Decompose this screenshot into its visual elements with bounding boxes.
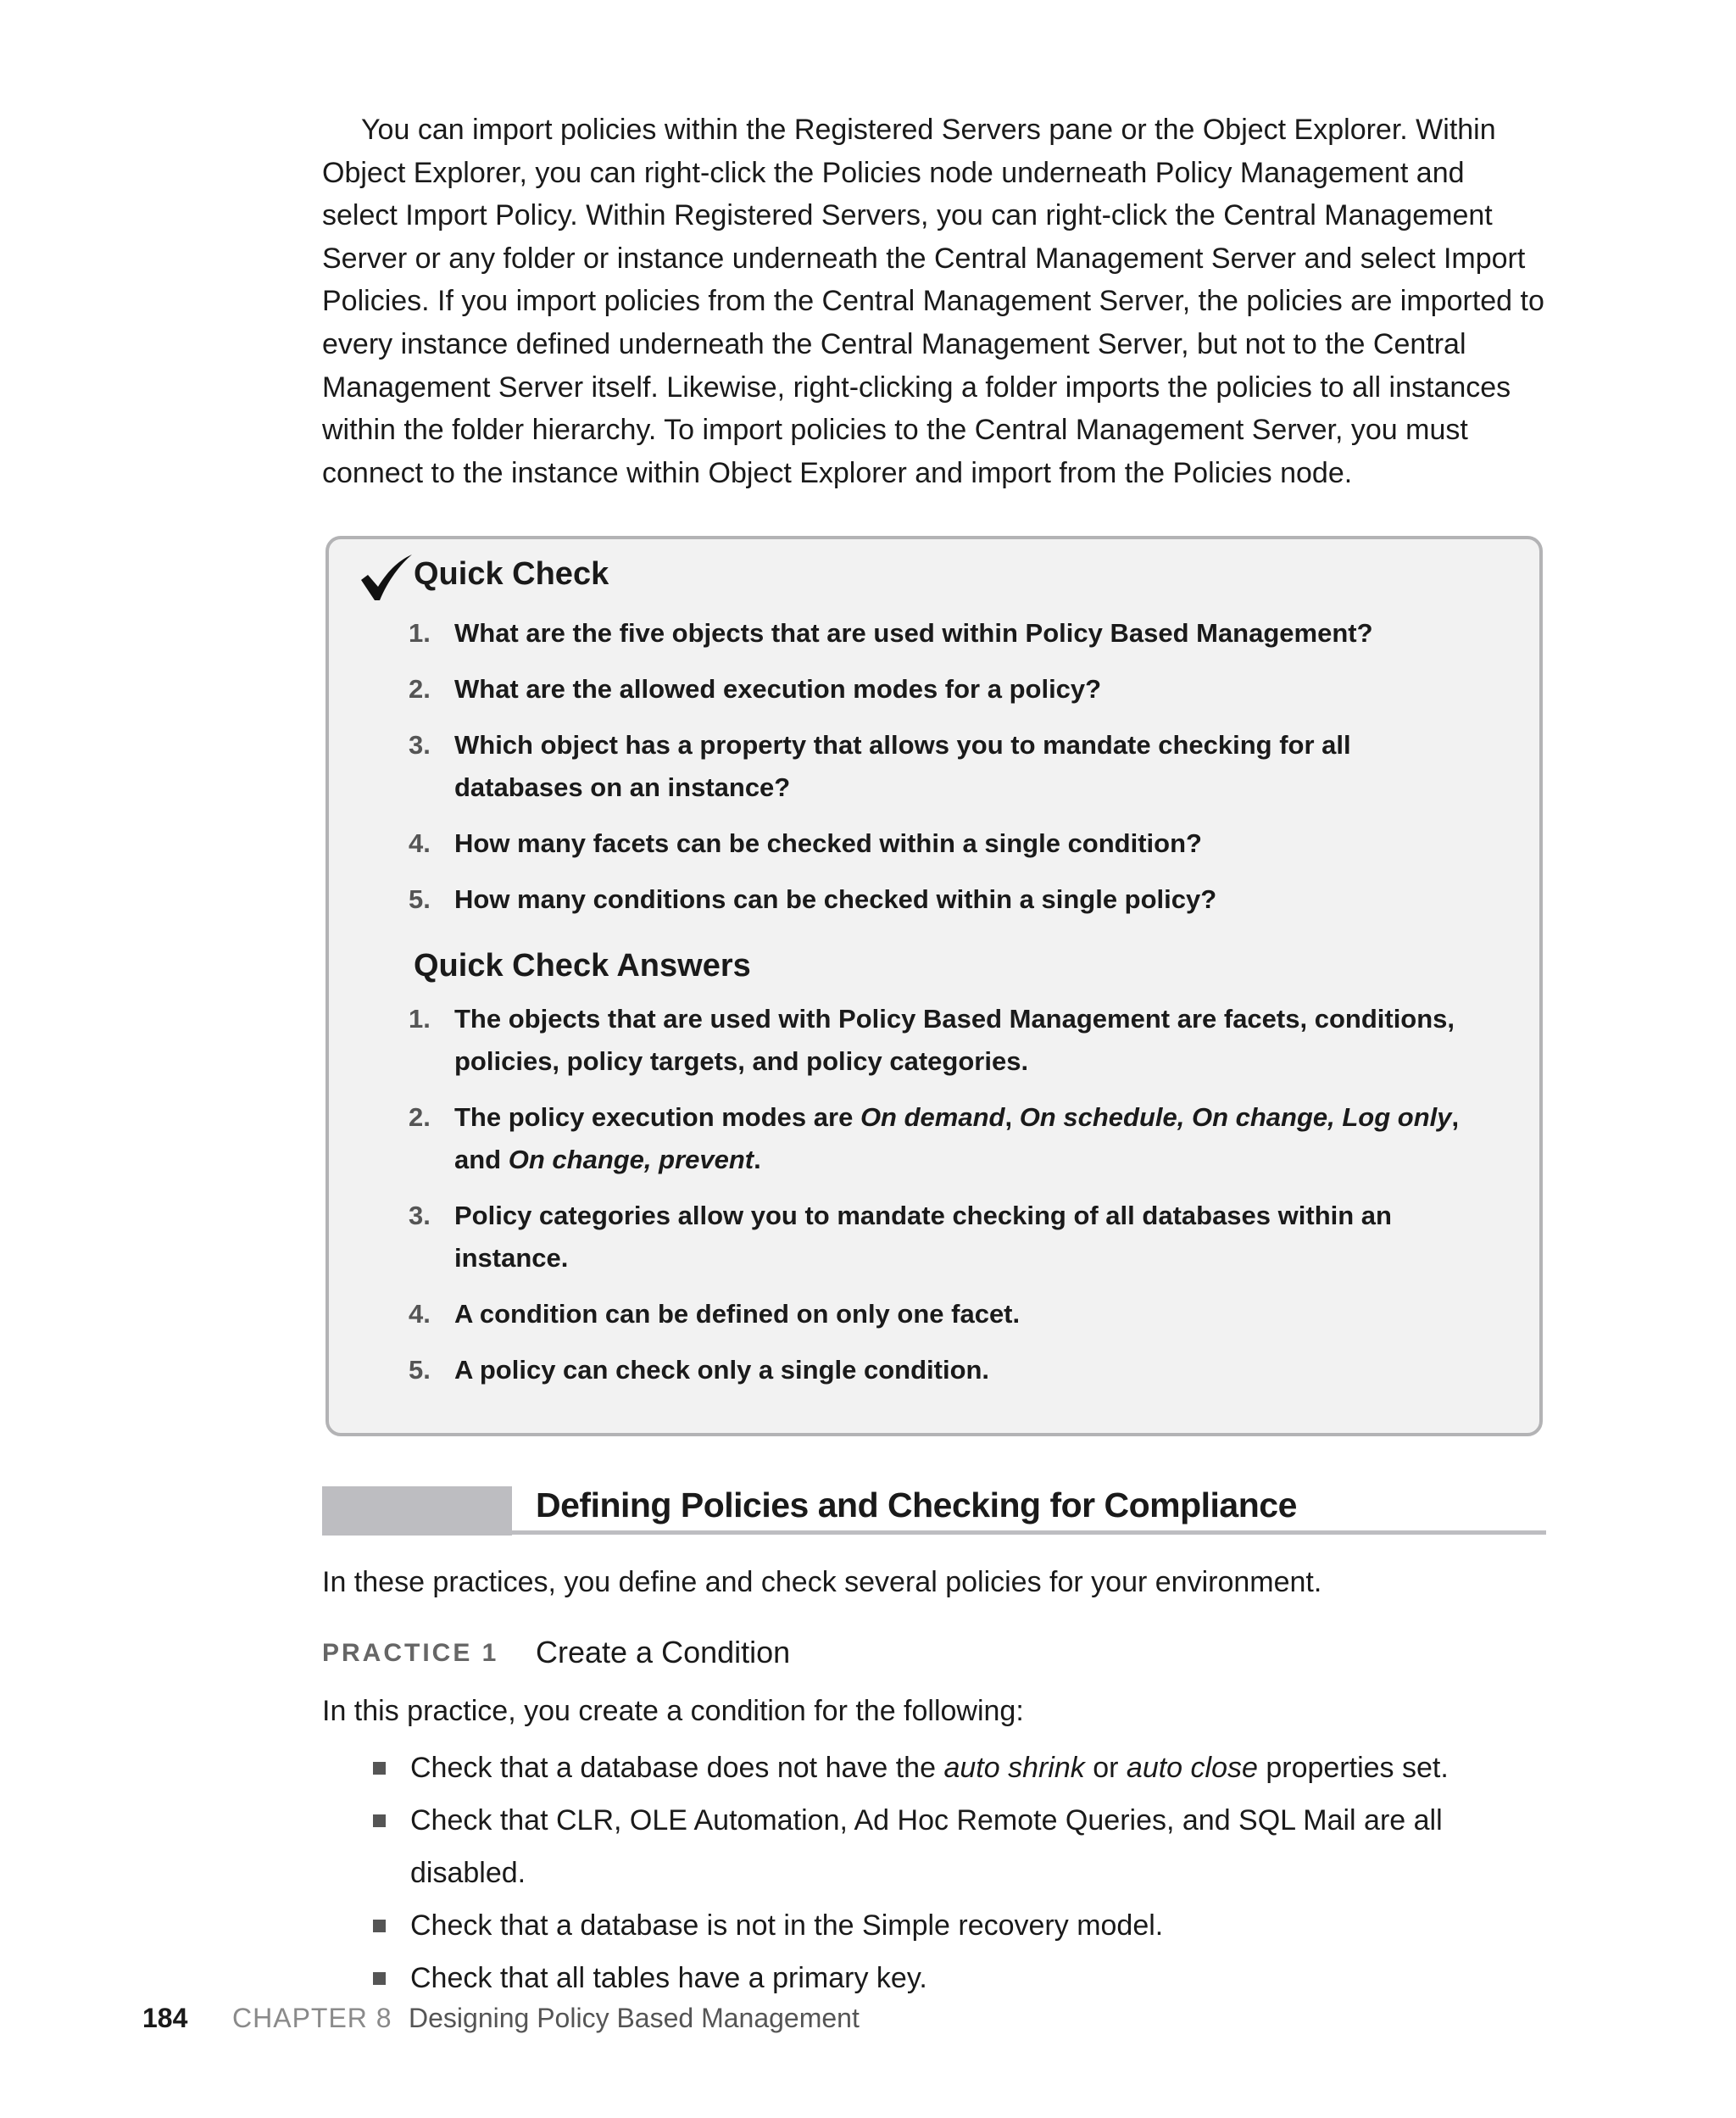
quick-check-box (326, 536, 1543, 1436)
list-item: Check that a database is not in the Simple recovery model. (368, 1899, 1555, 1952)
list-item: 1. What are the five objects that are used within Policy Based Management? (409, 618, 1373, 648)
list-item: 4. A condition can be defined on only one facet. (409, 1299, 1021, 1329)
intro-text: You can import policies within the Registered Servers pane or the Object Explorer. Within Object Explorer, you can right-click the Policies node underneath Policy Management and select Import Policy. Within Registered Servers, you can right-click the Central Management Server or any folder or instance underneath the Central Management Server and select Import Policies. If you import policies from the Central Management Server, the policies are imported to every instance defined underneath the Central Management Server, but not to the Central Management Server itself. Likewise, right-clicking a folder imports the policies to all instances within the folder hierarchy. To import policies to the Central Management Server, you must connect to the instance within Object Explorer and import from the Policies node. (322, 114, 1544, 489)
list-item: 4. How many facets can be checked within a single condition? (409, 828, 1202, 858)
list-item: 3. Which object has a property that allows you to mandate checking for all databases on an instance? (409, 730, 1351, 802)
practice-label: PRACTICE 1 (322, 1639, 499, 1667)
chapter-label: CHAPTER 8 (232, 2003, 392, 2033)
section-title: Defining Policies and Checking for Compliance (536, 1485, 1297, 1524)
section-intro: In these practices, you define and check several policies for your environment. (322, 1566, 1322, 1598)
section-heading-bar (322, 1486, 512, 1536)
bullet-square-icon (373, 1920, 386, 1932)
checkmark-icon (359, 553, 414, 602)
practice-bullets (368, 1742, 1555, 2004)
quick-check-answers-title: Quick Check Answers (414, 948, 751, 984)
practice-title: Create a Condition (536, 1635, 791, 1669)
bullet-square-icon (373, 1972, 386, 1985)
intro-paragraph (322, 109, 1546, 494)
bullet-square-icon (373, 1814, 386, 1827)
list-item: 5. A policy can check only a single condition. (409, 1355, 990, 1385)
list-item: 3. Policy categories allow you to mandate checking of all databases within an instance. (409, 1201, 1392, 1273)
section-heading-rule (512, 1530, 1546, 1535)
chapter-title: Designing Policy Based Management (409, 2003, 860, 2033)
list-item: 2. What are the allowed execution modes for a policy? (409, 674, 1102, 704)
page-number: 184 (142, 2003, 188, 2033)
quick-check-answers (409, 998, 1477, 1405)
list-item: 2. The policy execution modes are On demand, On schedule, On change, Log only, and On change, prevent. (409, 1102, 1460, 1174)
list-item: 5. How many conditions can be checked within a single policy? (409, 884, 1217, 914)
quick-check-questions (409, 612, 1477, 934)
list-item: Check that all tables have a primary key. (368, 1952, 1555, 2004)
practice-intro: In this practice, you create a condition for the following: (322, 1695, 1024, 1727)
list-item: 1. The objects that are used with Policy Based Management are facets, conditions, policies, policy targets, and policy categories. (409, 1004, 1455, 1076)
list-item: Check that a database does not have the auto shrink or auto close properties set. (368, 1742, 1555, 1794)
quick-check-title: Quick Check (414, 556, 609, 592)
list-item: Check that CLR, OLE Automation, Ad Hoc Remote Queries, and SQL Mail are all disabled. (368, 1794, 1555, 1899)
bullet-square-icon (373, 1762, 386, 1775)
